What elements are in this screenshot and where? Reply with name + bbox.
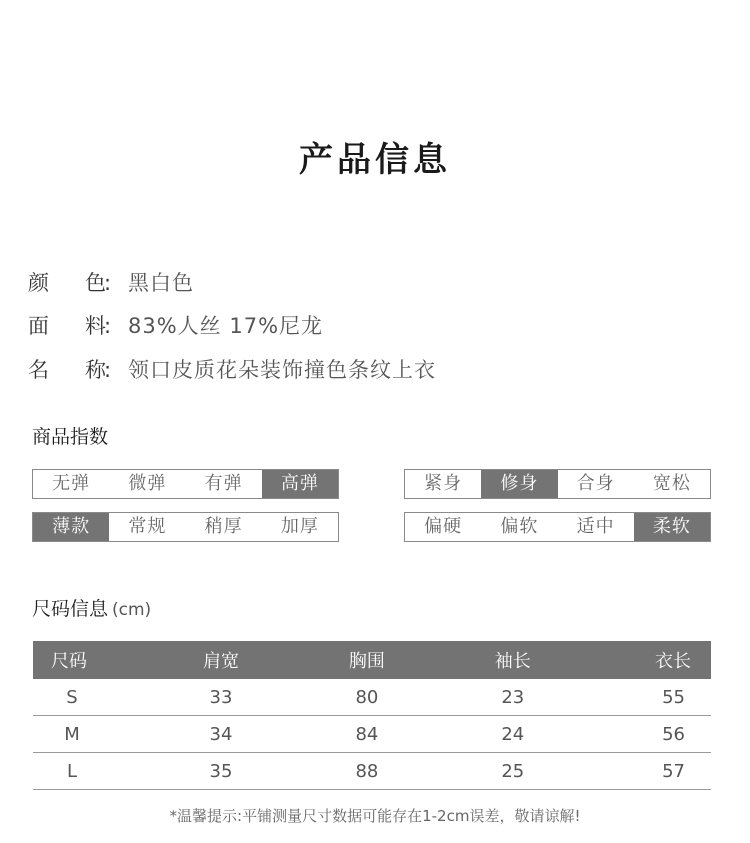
- size-cell: 88: [331, 753, 403, 790]
- index-section-title: 商品指数: [32, 426, 109, 448]
- index-option-selected: 薄款: [33, 513, 109, 541]
- info-label-char: 色: [85, 271, 106, 295]
- size-table-header: [33, 641, 711, 679]
- index-group-softness: [404, 512, 711, 542]
- size-cell: 23: [403, 679, 623, 716]
- info-value: 领口皮质花朵装饰撞色条纹上衣: [128, 358, 436, 382]
- table-row: [33, 753, 711, 790]
- size-cell: 24: [403, 716, 623, 753]
- index-group-elasticity: [32, 469, 339, 499]
- size-column-header: 尺码: [33, 641, 111, 679]
- index-group-fit: [404, 469, 711, 499]
- size-cell: S: [33, 679, 111, 716]
- index-option: 无弹: [52, 473, 91, 494]
- size-cell: 33: [111, 679, 331, 716]
- size-cell: 25: [403, 753, 623, 790]
- size-cell: 35: [111, 753, 331, 790]
- index-group-thickness: [32, 512, 339, 542]
- index-option: 适中: [576, 516, 615, 537]
- size-column-header: 肩宽: [111, 641, 331, 679]
- info-label-char: 名: [28, 358, 49, 382]
- info-separator: :: [104, 314, 112, 338]
- index-option: 有弹: [204, 473, 243, 494]
- size-section-title-text: 尺码信息: [32, 598, 109, 620]
- info-label: [28, 355, 128, 385]
- size-table: [33, 641, 711, 790]
- size-section-title: [32, 596, 151, 623]
- size-cell: 56: [623, 716, 711, 753]
- index-option: 常规: [128, 516, 167, 537]
- size-column-header: 胸围: [331, 641, 403, 679]
- info-value: 83%人丝 17%尼龙: [128, 314, 324, 338]
- info-label: [28, 311, 128, 341]
- info-label-char: 面: [28, 314, 49, 338]
- size-cell: 55: [623, 679, 711, 716]
- table-row: [33, 716, 711, 753]
- size-cell: M: [33, 716, 111, 753]
- index-option: 微弹: [128, 473, 167, 494]
- index-option: 偏软: [500, 516, 539, 537]
- table-row: [33, 679, 711, 716]
- index-option: 合身: [576, 473, 615, 494]
- index-option-selected: 高弹: [262, 470, 338, 498]
- info-separator: :: [104, 358, 112, 382]
- info-label: [28, 268, 128, 298]
- info-separator: :: [104, 271, 112, 295]
- index-option: 紧身: [424, 473, 463, 494]
- size-cell: L: [33, 753, 111, 790]
- index-option: 偏硬: [424, 516, 463, 537]
- size-cell: 84: [331, 716, 403, 753]
- size-cell: 57: [623, 753, 711, 790]
- index-option-selected: 柔软: [634, 513, 710, 541]
- index-option: 稍厚: [204, 516, 243, 537]
- measurement-footnote: *温馨提示:平铺测量尺寸数据可能存在1-2cm误差，敬请谅解!: [169, 807, 581, 825]
- size-cell: 34: [111, 716, 331, 753]
- size-cell: 80: [331, 679, 403, 716]
- info-label-char: 颜: [28, 271, 49, 295]
- page-title: 产品信息: [299, 140, 451, 180]
- info-label-char: 称: [85, 358, 106, 382]
- info-label-char: 料: [85, 314, 106, 338]
- info-value: 黑白色: [128, 271, 194, 295]
- index-option: 加厚: [280, 516, 319, 537]
- index-option-selected: 修身: [481, 470, 557, 498]
- size-unit: (cm): [112, 600, 152, 620]
- index-option: 宽松: [652, 473, 691, 494]
- size-column-header: 衣长: [623, 641, 711, 679]
- size-column-header: 袖长: [403, 641, 623, 679]
